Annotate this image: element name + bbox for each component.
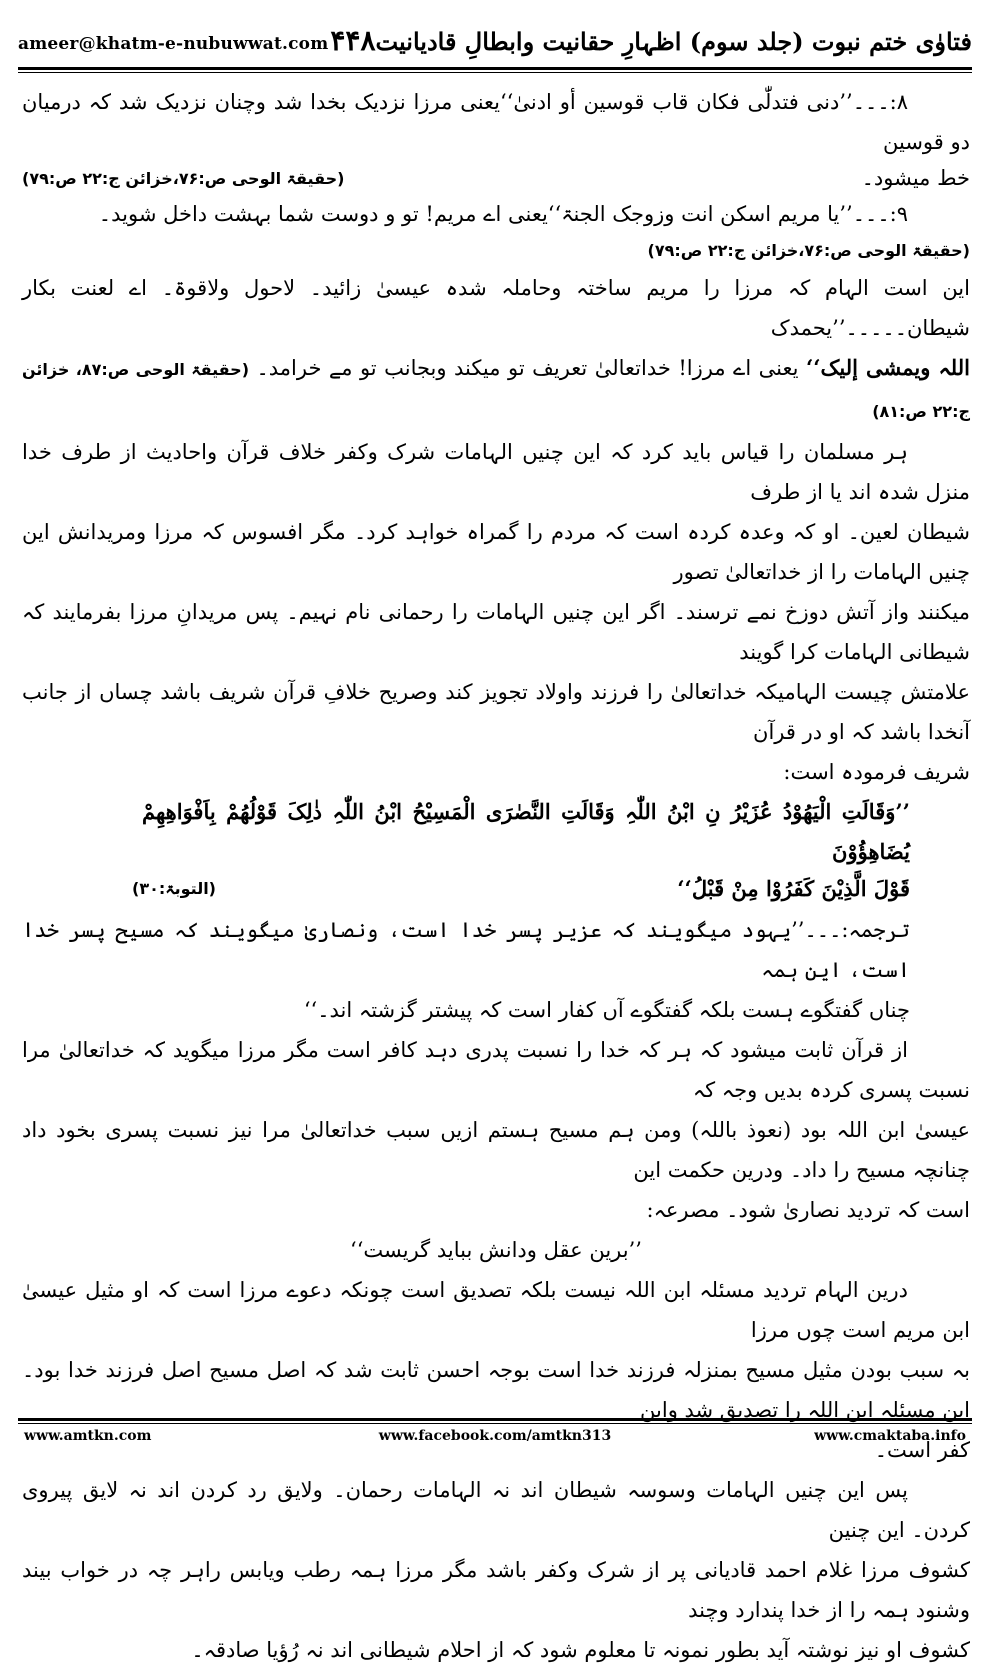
paragraph-2 (22, 432, 970, 792)
para3-line2: عیسیٰ ابن اللہ بود (نعوذ باللہ) ومن ہم مسیح ہستم ازیں سبب خداتعالیٰ مرا نیز نسبت پسری بخود داد چنانچہ مسیح را داد۔ ودرین حکمت این (22, 1118, 970, 1182)
footer-rule-thin (18, 1423, 972, 1424)
para4-line3: کفر است۔ (874, 1438, 970, 1462)
para1-line2 (22, 348, 970, 432)
page-number: ۴۴۸ (330, 24, 376, 57)
para2-line5: شریف فرمودہ است: (783, 760, 970, 784)
header-title-text: فتاوٰی ختم نبوت (جلد سوم) اظہارِ حقانیت وابطالِ قادیانیت (375, 27, 972, 56)
item8-reference: (حقیقۃ الوحی ص:۷۶،خزائن ج:۲۲ ص:۷۹) (22, 168, 345, 188)
para2-line1: ہر مسلمان را قیاس باید کرد کہ این چنیں الہامات شرک وکفر خلاف قرآن واحادیث از طرف خدا منزل شدہ اند یا از طرف (22, 440, 970, 504)
footer-link-cmaktaba[interactable]: www.cmaktaba.info (814, 1428, 966, 1444)
quran-line1: ’’وَقَالَتِ الْیَھُوْدُ عُزَیْرُ نِ ابْنُ اللّٰہِ وَقَالَتِ النَّصٰرَی الْمَسِیْحُ ابْنُ اللّٰہِ ذٰلِکَ قَوْلُھُمْ بِاَفْوَاھِھِمْ یُضَاھِؤُوْنَ (142, 799, 910, 864)
item8-line2: خط میشود۔ (861, 166, 970, 190)
para2-line3: میکنند واز آتش دوزخ نمے ترسند۔ اگر این چنیں الہامات را رحمانی نام نہیم۔ پس مریدانِ مرزا بفرمایند کہ شیطانی الہامات کرا گویند (22, 600, 970, 664)
translation-line2: چناں گفتگوے ہست بلکہ گفتگوے آں کفار است کہ پیشتر گزشتہ اند۔‘‘ (303, 998, 910, 1022)
footer-link-amtkn[interactable]: www.amtkn.com (24, 1428, 152, 1444)
item-8 (22, 82, 970, 194)
para3-line3: است کہ تردید نصاریٰ شود۔ مصرعہ: (646, 1198, 970, 1222)
item9-line1: ۹:۔۔۔’’یا مریم اسکن انت وزوجک الجنۃ‘‘یعنی اے مریم! تو و دوست شما بہشت داخل شوید۔ (98, 202, 908, 226)
quran-line2-row (22, 872, 970, 904)
quran-line2: قَوْلَ الَّذِیْنَ کَفَرُوْا مِنْ قَبْلُ‘‘ (677, 875, 910, 901)
item8-line1: ۸:۔۔۔’’دنی فتدلّٰی فکان قاب قوسین أو ادنیٰ‘‘یعنی مرزا نزدیک بخدا شد وچنان نزدیک شد کہ درمیان دو قوسین (22, 90, 970, 154)
header-email: ameer@khatm-e-nubuwwat.com (18, 34, 329, 54)
header-rule (18, 67, 972, 70)
misra-verse: ’’برین عقل ودانش بباید گریست‘‘ (350, 1238, 642, 1262)
para2-line2: شیطان لعین۔ او کہ وعدہ کردہ است کہ مردم را گمراہ خواہد کرد۔ مگر افسوس کہ مرزا ومریدانش این چنیں الہامات را از خداتعالیٰ تصور (22, 520, 970, 584)
para5-line1: پس این چنیں الہامات وسوسہ شیطان اند نہ الہامات رحمان۔ ولایق رد کردن اند نہ لایق پیروی کردن۔ این چنین (22, 1478, 970, 1542)
para3-line1: از قرآن ثابت میشود کہ ہر کہ خدا را نسبت پدری دہد کافر است مگر مرزا میگوید کہ خداتعالیٰ مرا نسبت پسری کردہ بدیں وجہ کہ (22, 1038, 970, 1102)
header-rule-thin (18, 72, 972, 73)
page-header (18, 22, 972, 62)
quran-reference: (التوبۃ:۳۰) (132, 878, 216, 898)
item8-line2-row (22, 162, 970, 194)
footer-link-facebook[interactable]: www.facebook.com/amtkn313 (378, 1428, 612, 1444)
para2-line4: علامتش چیست الہامیکہ خداتعالیٰ را فرزند واولاد تجویز کند وصریح خلافِ قرآن شریف باشد چساں از جانب آنخدا باشد کہ او در قرآن (22, 680, 970, 744)
paragraph-1 (22, 268, 970, 432)
translation-line1: ترجمہ:۔۔۔’’یہود میگویند کہ عزیر پسر خدا است، ونصاریٰ میگویند کہ مسیح پسر خدا است، این ہمہ (22, 918, 910, 982)
para1-line2-text: یعنی اے مرزا! خداتعالیٰ تعریف تو میکند وبجانب تو مے خرامد۔ (256, 356, 799, 380)
footer-rule (18, 1418, 972, 1421)
para5-line3: کشوف او نیز نوشتہ آید بطور نمونہ تا معلوم شود کہ از احلام شیطانی اند نہ رُؤیا صادقہ۔ (191, 1638, 970, 1662)
page-footer (24, 1428, 966, 1450)
translation (22, 910, 970, 1030)
para1-line1: این است الہام کہ مرزا را مریم ساختہ وحاملہ شدہ عیسیٰ زائید۔ لاحول ولاقوۃ۔ اے لعنت بکار شیطان۔۔۔۔۔’’یحمدک (22, 276, 970, 340)
header-book-title (288, 24, 972, 57)
para1-arabic-phrase: اللہ ویمشی إلیک‘‘ (805, 355, 970, 380)
quran-quote (22, 792, 970, 904)
item9-reference: (حقیقۃ الوحی ص:۷۶،خزائن ج:۲۲ ص:۷۹) (647, 241, 970, 260)
para4-line2: بہ سبب بودن مثیل مسیح بمنزلہ فرزند خدا است بوجہ احسن ثابت شد کہ اصل مسیح اصل فرزند خدا بود۔ این مسئلہ ابن اللہ را تصدیق شد واین (22, 1358, 970, 1422)
para4-line1: درین الہام تردید مسئلہ ابن اللہ نیست بلکہ تصدیق است چونکہ دعوے مرزا است کہ او مثیل عیسیٰ ابن مریم است چوں مرزا (22, 1278, 970, 1342)
paragraph-5 (22, 1470, 970, 1670)
para1-reference: (حقیقۃ الوحی ص:۸۷، خزائن ج:۲۲ ص:۸۱) (22, 360, 970, 421)
paragraph-3 (22, 1030, 970, 1230)
para5-line2: کشوف مرزا غلام احمد قادیانی پر از شرک وکفر باشد مگر مرزا ہمہ رطب ویابس راہر چہ در خواب بیند وشنود ہمہ را از خدا پندارد وچند (22, 1558, 970, 1622)
